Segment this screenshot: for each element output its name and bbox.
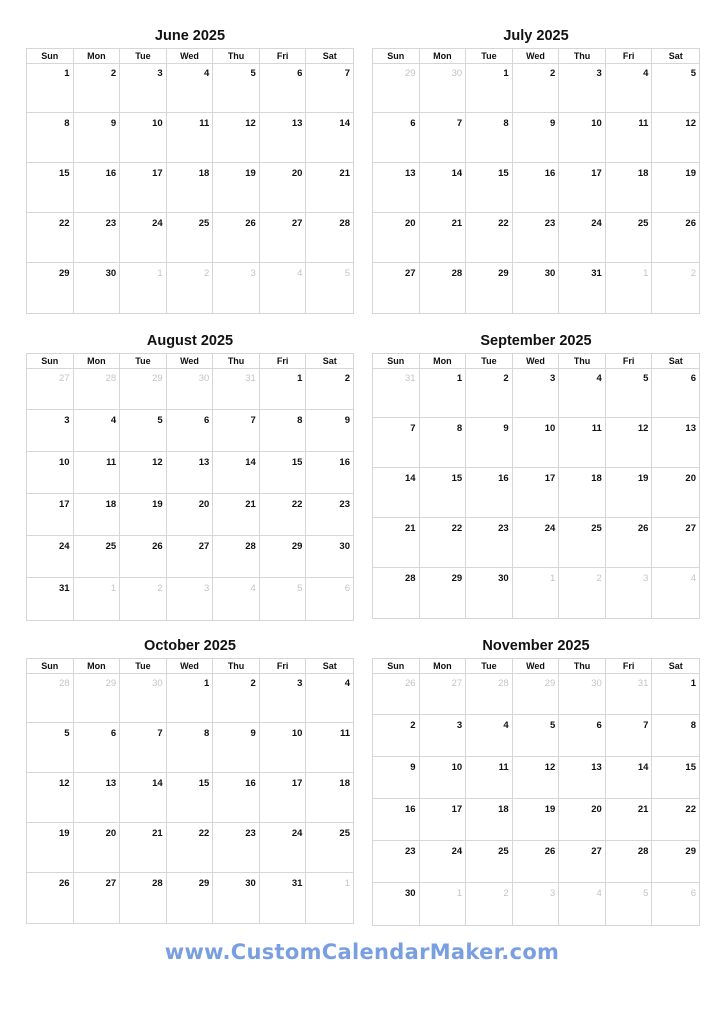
day-cell: 5: [120, 410, 167, 452]
day-cell: 8: [27, 113, 74, 163]
day-cell: 5: [606, 368, 653, 418]
day-cell-adjacent-month: 5: [344, 268, 350, 279]
day-cell: 4: [466, 715, 513, 757]
day-cell: 12: [120, 452, 167, 494]
day-cell-adjacent-month: 3: [606, 568, 653, 618]
day-cell: 6: [74, 723, 121, 773]
day-cell: 31: [260, 873, 307, 923]
day-cell: 8: [260, 410, 307, 452]
weekday-header: Fri: [606, 659, 653, 674]
day-cell: 18: [167, 163, 214, 213]
day-cell: 30: [213, 873, 260, 923]
day-cell: 10: [513, 418, 560, 468]
day-cell: 6: [260, 63, 307, 113]
day-cell: 14: [306, 113, 353, 163]
weekday-header: Thu: [213, 49, 260, 64]
day-cell-adjacent-month: 31: [606, 673, 653, 715]
day-cell: 28: [420, 263, 467, 313]
day-cell: 2: [466, 368, 513, 418]
day-cell: 22: [260, 494, 307, 536]
day-cell: 24: [260, 823, 307, 873]
weekday-header: Sat: [652, 659, 699, 674]
weekday-header: Wed: [513, 354, 560, 369]
day-cell: 20: [167, 494, 214, 536]
day-cell: 6: [167, 410, 214, 452]
day-cell: 22: [27, 213, 74, 263]
day-cell: 6: [559, 715, 606, 757]
day-cell: 27: [167, 536, 214, 578]
weekday-header: Tue: [120, 49, 167, 64]
month-grid: [26, 48, 354, 314]
day-cell-adjacent-month: 5: [260, 578, 307, 620]
day-cell: 19: [652, 163, 699, 213]
weekday-header: Fri: [606, 49, 653, 64]
month-grid: [26, 658, 354, 924]
day-cell: 19: [606, 468, 653, 518]
day-cell: 10: [420, 757, 467, 799]
day-cell: 31: [27, 578, 74, 620]
day-cell: 21: [606, 799, 653, 841]
day-cell: 10: [559, 113, 606, 163]
day-cell: 1: [260, 368, 307, 410]
day-cell: 12: [513, 757, 560, 799]
weekday-header: Sat: [306, 659, 353, 674]
day-cell: 1: [27, 63, 74, 113]
weekday-header: Mon: [420, 659, 467, 674]
day-cell: 19: [513, 799, 560, 841]
weekday-header: Mon: [74, 354, 121, 369]
day-cell-adjacent-month: 4: [213, 578, 260, 620]
weekday-header: Thu: [213, 354, 260, 369]
day-cell-adjacent-month: 2: [466, 883, 513, 925]
day-cell: 15: [466, 163, 513, 213]
day-cell: 21: [373, 518, 420, 568]
weekday-header: Wed: [167, 659, 214, 674]
day-cell-adjacent-month: 29: [513, 673, 560, 715]
weekday-header: Fri: [260, 354, 307, 369]
day-cell: 8: [167, 723, 214, 773]
weekday-header: Sun: [27, 354, 74, 369]
day-cell: 14: [120, 773, 167, 823]
day-cell: 4: [167, 63, 214, 113]
day-cell: 16: [306, 452, 353, 494]
day-cell: 29: [466, 263, 513, 313]
day-cell-adjacent-month: 3: [167, 578, 214, 620]
day-cell-adjacent-month: 1: [513, 568, 560, 618]
day-cell: 13: [652, 418, 699, 468]
day-cell: 30: [466, 568, 513, 618]
month-title: November 2025: [482, 638, 590, 654]
day-cell: 1: [420, 368, 467, 418]
day-cell: 11: [606, 113, 653, 163]
weekday-header: Tue: [466, 659, 513, 674]
weekday-header: Fri: [606, 354, 653, 369]
day-cell: 27: [74, 873, 121, 923]
day-cell-adjacent-month: 28: [74, 368, 121, 410]
day-cell: 24: [420, 841, 467, 883]
day-cell: 11: [466, 757, 513, 799]
day-cell: 15: [260, 452, 307, 494]
day-cell-adjacent-month: 30: [420, 63, 467, 113]
day-cell: 13: [260, 113, 307, 163]
day-cell: 1: [167, 673, 214, 723]
day-cell: 5: [513, 715, 560, 757]
day-cell: 25: [167, 213, 214, 263]
day-cell: 22: [167, 823, 214, 873]
month-title: July 2025: [503, 28, 569, 44]
day-cell: 9: [213, 723, 260, 773]
day-cell: 7: [306, 63, 353, 113]
day-cell: 17: [420, 799, 467, 841]
day-cell: 24: [120, 213, 167, 263]
day-cell: 21: [420, 213, 467, 263]
day-cell: 8: [420, 418, 467, 468]
day-cell: 3: [120, 63, 167, 113]
day-cell: 31: [559, 263, 606, 313]
day-cell: 2: [74, 63, 121, 113]
weekday-header: Mon: [74, 659, 121, 674]
day-cell-adjacent-month: 1: [606, 263, 653, 313]
day-cell: 29: [167, 873, 214, 923]
day-cell: 18: [466, 799, 513, 841]
weekday-header: Fri: [260, 49, 307, 64]
day-cell: 13: [167, 452, 214, 494]
day-cell: 17: [559, 163, 606, 213]
day-cell-adjacent-month: 6: [690, 888, 696, 899]
day-cell: 13: [373, 163, 420, 213]
day-cell: 9: [306, 410, 353, 452]
day-cell: 5: [213, 63, 260, 113]
day-cell: 2: [513, 63, 560, 113]
weekday-header: Tue: [120, 354, 167, 369]
day-cell-adjacent-month: 31: [373, 368, 420, 418]
weekday-header: Wed: [167, 354, 214, 369]
day-cell-adjacent-month: 4: [690, 573, 696, 584]
day-cell: 11: [74, 452, 121, 494]
day-cell: 19: [120, 494, 167, 536]
day-cell: 1: [652, 673, 699, 715]
day-cell: 7: [606, 715, 653, 757]
month-title: October 2025: [144, 638, 236, 654]
day-cell: 15: [420, 468, 467, 518]
day-cell: 27: [260, 213, 307, 263]
day-cell: 2: [306, 368, 353, 410]
weekday-header: Sun: [373, 354, 420, 369]
day-cell-adjacent-month: 3: [513, 883, 560, 925]
day-cell: 18: [74, 494, 121, 536]
day-cell-adjacent-month: 27: [27, 368, 74, 410]
day-cell: 1: [466, 63, 513, 113]
day-cell: 16: [213, 773, 260, 823]
day-cell-adjacent-month: 1: [420, 883, 467, 925]
day-cell-adjacent-month: 1: [344, 878, 350, 889]
day-cell: 15: [167, 773, 214, 823]
day-cell: 22: [652, 799, 699, 841]
day-cell: 24: [559, 213, 606, 263]
day-cell-adjacent-month: 3: [213, 263, 260, 313]
day-cell-adjacent-month: 6: [344, 583, 350, 594]
day-cell: 3: [260, 673, 307, 723]
weekday-header: Thu: [213, 659, 260, 674]
month-grid: [372, 48, 700, 314]
day-cell: 12: [652, 113, 699, 163]
day-cell: 13: [74, 773, 121, 823]
month-grid: [26, 353, 354, 621]
month-title: June 2025: [154, 28, 226, 44]
day-cell-adjacent-month: 5: [606, 883, 653, 925]
day-cell: 21: [306, 163, 353, 213]
day-cell-adjacent-month: 29: [373, 63, 420, 113]
day-cell: 16: [513, 163, 560, 213]
day-cell: 27: [559, 841, 606, 883]
day-cell: 28: [373, 568, 420, 618]
day-cell: 15: [652, 757, 699, 799]
day-cell-adjacent-month: 30: [167, 368, 214, 410]
day-cell: 8: [466, 113, 513, 163]
day-cell: 28: [120, 873, 167, 923]
weekday-header: Sat: [306, 49, 353, 64]
day-cell: 10: [260, 723, 307, 773]
day-cell: 27: [373, 263, 420, 313]
day-cell: 23: [513, 213, 560, 263]
weekday-header: Sun: [27, 659, 74, 674]
weekday-header: Sat: [306, 354, 353, 369]
day-cell-adjacent-month: 26: [373, 673, 420, 715]
day-cell: 11: [559, 418, 606, 468]
day-cell: 6: [652, 368, 699, 418]
day-cell: 21: [120, 823, 167, 873]
day-cell: 17: [27, 494, 74, 536]
day-cell-adjacent-month: 29: [120, 368, 167, 410]
day-cell: 5: [27, 723, 74, 773]
day-cell: 7: [213, 410, 260, 452]
month-grid: [372, 658, 700, 926]
day-cell: 30: [74, 263, 121, 313]
day-cell: 22: [420, 518, 467, 568]
day-cell: 25: [606, 213, 653, 263]
day-cell-adjacent-month: 4: [260, 263, 307, 313]
weekday-header: Sun: [373, 49, 420, 64]
day-cell: 14: [420, 163, 467, 213]
weekday-header: Thu: [559, 49, 606, 64]
day-cell: 26: [606, 518, 653, 568]
day-cell: 26: [27, 873, 74, 923]
day-cell: 23: [74, 213, 121, 263]
day-cell: 4: [606, 63, 653, 113]
day-cell: 11: [167, 113, 214, 163]
day-cell: 29: [27, 263, 74, 313]
day-cell-adjacent-month: 1: [120, 263, 167, 313]
day-cell: 13: [559, 757, 606, 799]
day-cell: 4: [306, 673, 353, 723]
day-cell: 29: [652, 841, 699, 883]
day-cell-adjacent-month: 4: [559, 883, 606, 925]
day-cell: 17: [513, 468, 560, 518]
day-cell-adjacent-month: 30: [559, 673, 606, 715]
day-cell-adjacent-month: 2: [559, 568, 606, 618]
weekday-header: Wed: [513, 659, 560, 674]
day-cell: 23: [373, 841, 420, 883]
day-cell: 7: [373, 418, 420, 468]
day-cell: 28: [306, 213, 353, 263]
day-cell: 29: [260, 536, 307, 578]
day-cell: 15: [27, 163, 74, 213]
day-cell: 12: [27, 773, 74, 823]
day-cell: 3: [513, 368, 560, 418]
day-cell: 6: [373, 113, 420, 163]
day-cell: 26: [652, 213, 699, 263]
weekday-header: Tue: [466, 49, 513, 64]
day-cell: 30: [306, 536, 353, 578]
website-link[interactable]: www.CustomCalendarMaker.com: [164, 940, 560, 964]
day-cell: 30: [373, 883, 420, 925]
day-cell: 4: [74, 410, 121, 452]
day-cell: 27: [652, 518, 699, 568]
day-cell: 10: [120, 113, 167, 163]
day-cell-adjacent-month: 2: [120, 578, 167, 620]
day-cell: 22: [466, 213, 513, 263]
day-cell: 26: [120, 536, 167, 578]
day-cell: 18: [606, 163, 653, 213]
day-cell: 20: [652, 468, 699, 518]
month-title: September 2025: [480, 333, 592, 349]
day-cell: 9: [74, 113, 121, 163]
day-cell: 14: [606, 757, 653, 799]
weekday-header: Sat: [652, 354, 699, 369]
weekday-header: Mon: [420, 354, 467, 369]
day-cell: 10: [27, 452, 74, 494]
day-cell: 9: [513, 113, 560, 163]
weekday-header: Mon: [420, 49, 467, 64]
day-cell: 12: [606, 418, 653, 468]
day-cell: 23: [213, 823, 260, 873]
day-cell: 17: [260, 773, 307, 823]
day-cell: 9: [373, 757, 420, 799]
day-cell-adjacent-month: 28: [27, 673, 74, 723]
day-cell: 16: [466, 468, 513, 518]
month-grid: [372, 353, 700, 619]
day-cell-adjacent-month: 1: [74, 578, 121, 620]
day-cell: 16: [74, 163, 121, 213]
month-title: August 2025: [146, 333, 234, 349]
day-cell-adjacent-month: 29: [74, 673, 121, 723]
day-cell: 28: [606, 841, 653, 883]
day-cell: 3: [559, 63, 606, 113]
day-cell: 19: [27, 823, 74, 873]
day-cell: 16: [373, 799, 420, 841]
day-cell: 2: [373, 715, 420, 757]
day-cell: 18: [559, 468, 606, 518]
weekday-header: Tue: [120, 659, 167, 674]
day-cell: 11: [306, 723, 353, 773]
day-cell: 20: [373, 213, 420, 263]
day-cell: 7: [120, 723, 167, 773]
day-cell: 25: [466, 841, 513, 883]
day-cell: 23: [466, 518, 513, 568]
day-cell-adjacent-month: 27: [420, 673, 467, 715]
day-cell: 20: [260, 163, 307, 213]
day-cell: 24: [27, 536, 74, 578]
day-cell-adjacent-month: 28: [466, 673, 513, 715]
day-cell-adjacent-month: 2: [690, 268, 696, 279]
weekday-header: Thu: [559, 354, 606, 369]
day-cell: 9: [466, 418, 513, 468]
day-cell: 4: [559, 368, 606, 418]
day-cell-adjacent-month: 31: [213, 368, 260, 410]
day-cell: 20: [559, 799, 606, 841]
day-cell: 29: [420, 568, 467, 618]
day-cell: 7: [420, 113, 467, 163]
day-cell-adjacent-month: 30: [120, 673, 167, 723]
day-cell: 12: [213, 113, 260, 163]
day-cell: 18: [306, 773, 353, 823]
day-cell: 17: [120, 163, 167, 213]
day-cell: 25: [74, 536, 121, 578]
day-cell-adjacent-month: 2: [167, 263, 214, 313]
day-cell: 23: [306, 494, 353, 536]
day-cell: 2: [213, 673, 260, 723]
day-cell: 14: [373, 468, 420, 518]
day-cell: 14: [213, 452, 260, 494]
day-cell: 24: [513, 518, 560, 568]
weekday-header: Thu: [559, 659, 606, 674]
day-cell: 3: [27, 410, 74, 452]
day-cell: 5: [652, 63, 699, 113]
day-cell: 28: [213, 536, 260, 578]
day-cell: 26: [513, 841, 560, 883]
weekday-header: Sat: [652, 49, 699, 64]
day-cell: 25: [559, 518, 606, 568]
day-cell: 26: [213, 213, 260, 263]
day-cell: 25: [306, 823, 353, 873]
day-cell: 8: [652, 715, 699, 757]
day-cell: 30: [513, 263, 560, 313]
day-cell: 3: [420, 715, 467, 757]
weekday-header: Wed: [167, 49, 214, 64]
weekday-header: Mon: [74, 49, 121, 64]
day-cell: 21: [213, 494, 260, 536]
weekday-header: Sun: [373, 659, 420, 674]
weekday-header: Wed: [513, 49, 560, 64]
weekday-header: Tue: [466, 354, 513, 369]
day-cell: 19: [213, 163, 260, 213]
weekday-header: Fri: [260, 659, 307, 674]
day-cell: 20: [74, 823, 121, 873]
weekday-header: Sun: [27, 49, 74, 64]
